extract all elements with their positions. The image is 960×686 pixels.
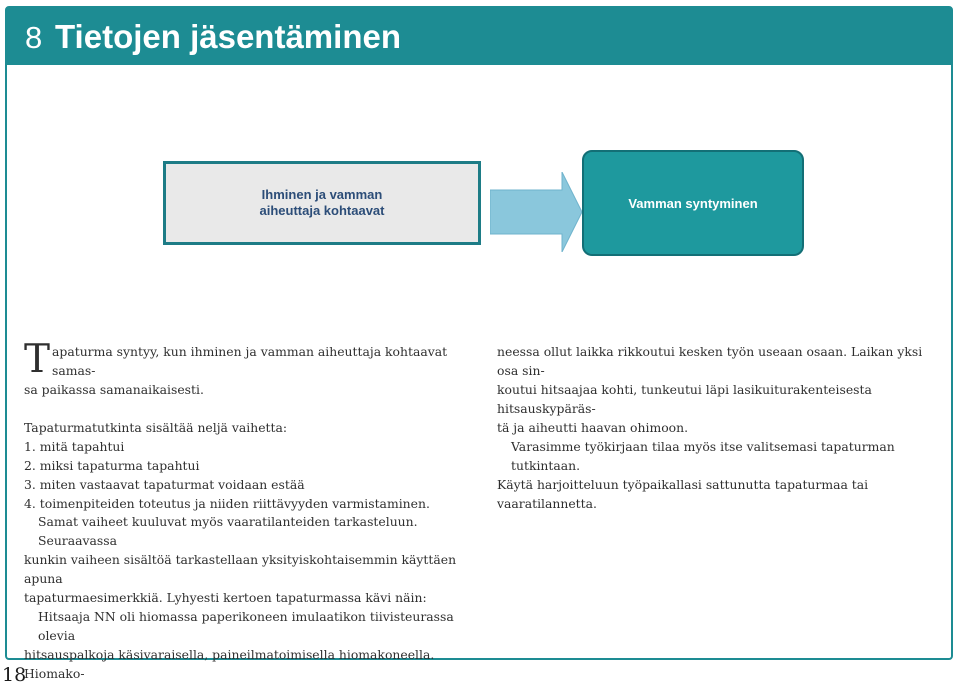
right-line-3: tä ja aiheutti haavan ohimoon. (497, 420, 689, 435)
right-text-column (497, 342, 937, 513)
chapter-number: 8 (25, 20, 43, 55)
bottom-line-3: tapaturmaesimerkkiä. Lyhyesti kertoen tapaturmassa kävi näin: (24, 590, 427, 605)
chapter-title: Tietojen jäsentäminen (55, 18, 401, 55)
right-line-1: neessa ollut laikka rikkoutui kesken työn useaan osaan. Laikan yksi osa sin- (497, 344, 923, 378)
intro-line-1: apaturma syntyy, kun ihminen ja vamman aiheuttaja kohtaavat samas- (52, 344, 448, 378)
intro-line-2: sa paikassa samanaikaisesti. (24, 382, 204, 397)
diagram-box-encounter-line-2: aiheuttaja kohtaavat (259, 203, 385, 218)
diagram-box-encounter-line-1: Ihminen ja vamman (261, 187, 383, 202)
page-number: 18 (2, 664, 27, 686)
diagram-box-injury-label: Vamman syntyminen (628, 195, 758, 211)
right-line-4: Varasimme työkirjaan tilaa myös itse valitsemasi tapaturman tutkintaan. (511, 439, 895, 473)
bottom-line-1: Samat vaiheet kuuluvat myös vaaratilanteiden tarkasteluun. Seuraavassa (38, 514, 418, 548)
bottom-line-4: Hitsaaja NN oli hiomassa paperikoneen imulaatikon tiivisteurassa olevia (38, 609, 454, 643)
diagram-box-injury (582, 150, 804, 256)
drop-cap: T (24, 337, 51, 382)
right-line-2: koutui hitsaajaa kohti, tunkeutui läpi lasikuiturakenteisesta hitsauskypäräs- (497, 382, 872, 416)
step-3: 3. miten vastaavat tapaturmat voidaan estää (24, 477, 305, 492)
diagram-arrow-icon (490, 172, 582, 252)
left-text-column (24, 337, 464, 513)
step-2: 2. miksi tapaturma tapahtui (24, 458, 200, 473)
bottom-text-column (24, 512, 474, 683)
list-intro: Tapaturmatutkinta sisältää neljä vaihetta: (24, 420, 288, 435)
right-line-5: Käytä harjoitteluun työpaikallasi sattunutta tapaturmaa tai vaaratilannetta. (497, 477, 869, 511)
bottom-line-2: kunkin vaiheen sisältöä tarkastellaan yksityiskohtaisemmin käyttäen apuna (24, 552, 457, 586)
diagram-box-encounter (163, 161, 481, 245)
bottom-line-5: hitsauspalkoja käsivaraisella, paineilmatoimisella hiomakoneella. Hiomako- (24, 647, 435, 681)
intro-paragraph (24, 337, 464, 399)
chapter-header (7, 8, 951, 65)
step-4: 4. toimenpiteiden toteutus ja niiden riittävyyden varmistaminen. (24, 496, 430, 511)
step-1: 1. mitä tapahtui (24, 439, 125, 454)
